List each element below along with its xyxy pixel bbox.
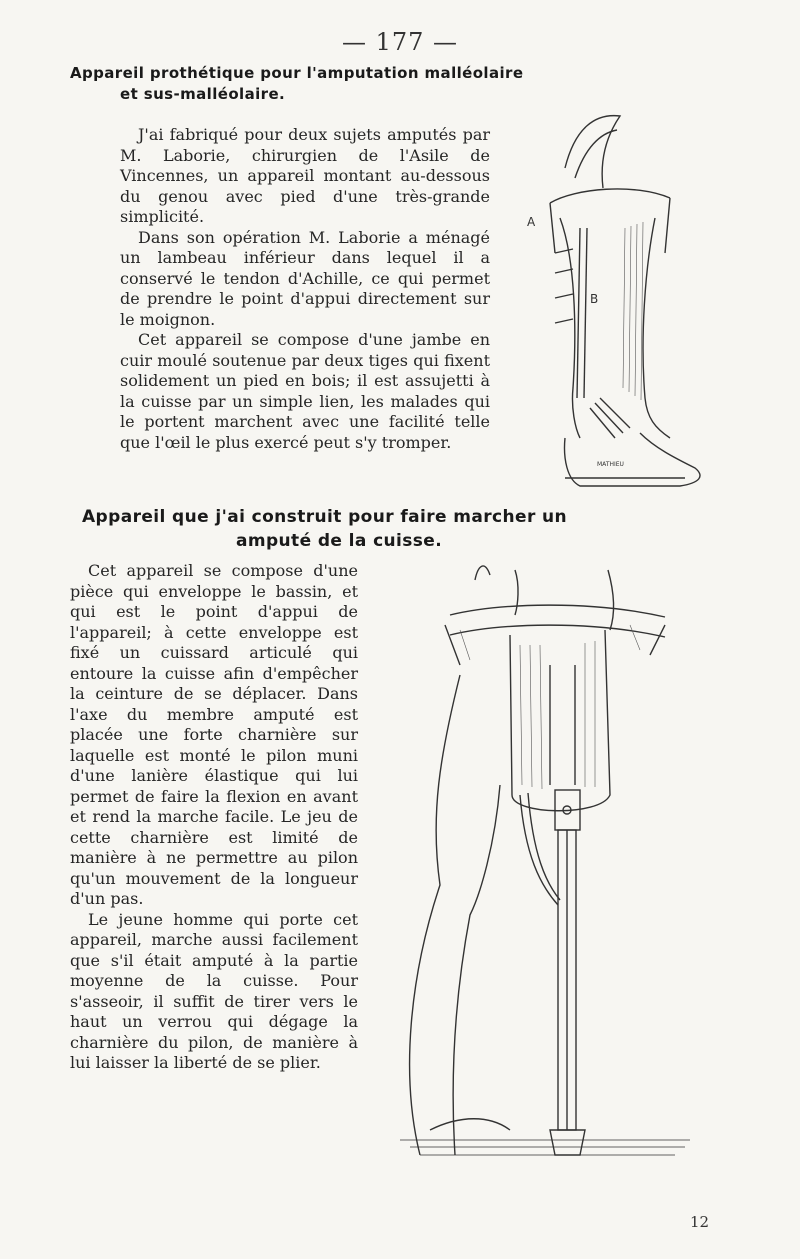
paragraph: Le jeune homme qui porte cet appareil, marche aussi facilement que s'il était amputé à la partie moyenne de la cuisse. Pour s'asseoir, il suffit de tirer vers le haut un verrou qui dégage la charnière du pilon, de manière à lui laisser la liberté de se plier.: [70, 909, 358, 1072]
engraver-signature: MATHIEU: [597, 461, 624, 468]
section-title-thigh: Appareil que j'ai construit pour faire marcher un: [82, 507, 568, 527]
figure-label-b: B: [590, 292, 599, 306]
thigh-prosthesis-drawing: [400, 555, 690, 1195]
paragraph: Cet appareil se compose d'une pièce qui enveloppe le bassin, et qui est le point d'appui de l'appareil; à cette enveloppe est fixé un cuissard articulé qui entoure la cuisse afin d'empêcher la ceinture de se déplacer. Dans l'axe du membre amputé est placée une forte charnière sur laquelle est monté le pilon muni d'une lanière élastique qui lui permet de faire la flexion en avant et rend la marche facile. Le jeu de cette charnière est limité de manière à ne permettre au pilon qu'un mouvement de la longueur d'un pas.: [70, 561, 358, 908]
section-title-malleolar: Appareil prothétique pour l'amputation malléolaire: [70, 64, 524, 82]
paragraph: J'ai fabriqué pour deux sujets amputés par M. Laborie, chirurgien de l'Asile de Vincennes, un appareil montant au-dessous du genou avec pied d'une très-grande simplicité.: [120, 125, 490, 226]
figure-number: 12: [690, 1213, 710, 1231]
section-text-thigh: [70, 561, 358, 1074]
prosthetic-leg-illustration: [505, 108, 705, 493]
thigh-prosthesis-illustration: [400, 555, 690, 1195]
paragraph: Cet appareil se compose d'une jambe en cuir moulé soutenue par deux tiges qui fixent solidement un pied en bois; il est assujetti à la cuisse par un simple lien, les malades qui le portent marchent avec une facilité telle que l'œil le plus exercé peut s'y tromper.: [120, 330, 490, 452]
section-title-malleolar-cont: et sus-malléolaire.: [120, 85, 286, 103]
paragraph: Dans son opération M. Laborie a ménagé un lambeau inférieur dans lequel il a conservé le tendon d'Achille, ce qui permet de prendre le point d'appui directement sur le moignon.: [120, 227, 490, 329]
section-text-malleolar: [120, 125, 490, 453]
figure-label-a: A: [527, 215, 536, 229]
prosthetic-leg-drawing: [505, 108, 705, 493]
page-number: — 177 —: [341, 28, 459, 56]
section-title-thigh-cont: amputé de la cuisse.: [236, 531, 443, 551]
